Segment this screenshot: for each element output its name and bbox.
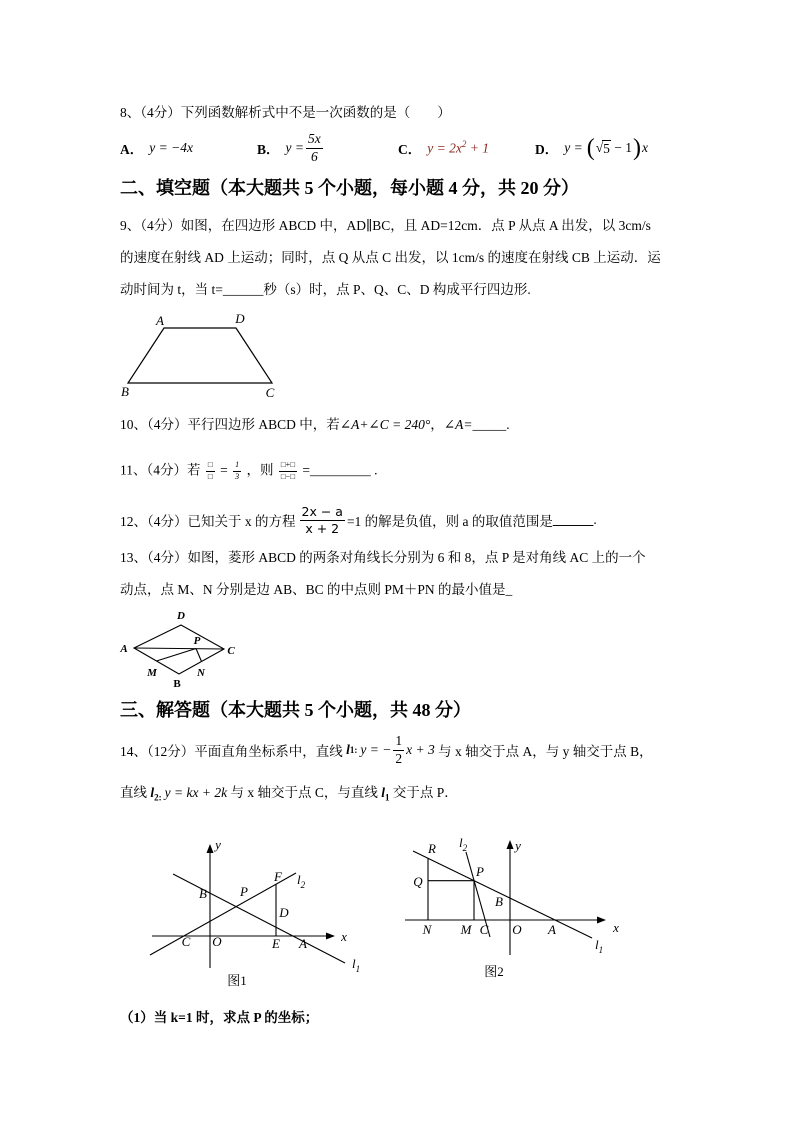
option-label: D． [535, 142, 559, 157]
option-label: B． [257, 142, 280, 157]
label-p: P [476, 864, 484, 879]
figure-1 [150, 837, 360, 988]
fraction-denominator: 3 [235, 471, 240, 481]
label-p: P [240, 884, 248, 899]
sqrt-sign: √ [595, 140, 604, 155]
fraction-numerator: 2x − a [301, 503, 343, 519]
label-c: C [227, 645, 235, 657]
q10-math-angles: ∠A+∠C = 240° [339, 417, 431, 432]
label-l2 [297, 872, 306, 890]
label-o: O [512, 922, 522, 937]
q8-option-b [257, 131, 325, 165]
line-l1-name: l [381, 785, 385, 800]
q14-line-2 [120, 784, 458, 807]
fraction [206, 461, 215, 482]
q9-line-2: 的速度在射线 AD 上运动；同时，点 Q 从点 C 出发，以 1cm/s 的速度在射线 CB 上运动．运 [120, 250, 661, 265]
label-q: Q [413, 874, 423, 889]
q12-blank: ______ [552, 512, 594, 527]
label-l1-main: l [351, 956, 356, 971]
q14-part-1: （1）当 k=1 时，求点 P 的坐标； [120, 1010, 319, 1025]
fraction-numerator: □+□ [279, 461, 297, 472]
diagonal-ac [134, 648, 224, 649]
q13-line-2: 动点，点 M、N 分别是边 AB、BC 的中点则 PM＋PN 的最小值是_ [120, 582, 513, 597]
label-l2-subscript: 2 [462, 843, 468, 853]
label-l2-main: l [458, 835, 463, 850]
fraction-denominator: □−□ [280, 471, 296, 481]
q11-end: . [370, 462, 378, 478]
fraction-denominator: x + 2 [305, 520, 340, 536]
label-y: y [215, 837, 221, 852]
line-l2-name: l [150, 785, 155, 800]
q13-line-1: 13、（4分）如图，菱形 ABCD 的两条对角线长分别为 6 和 8，点 P 是对角线 AC 上的一个 [120, 550, 646, 565]
fraction [233, 461, 241, 482]
q14-line2-end: 交于点 P． [389, 785, 458, 800]
label-l1-subscript: 1 [355, 964, 361, 974]
q14-line2-text: 直线 [120, 785, 151, 800]
q13-rhombus-figure [110, 605, 250, 695]
q12-text: 12、（4分）已知关于 x 的方程 [120, 514, 296, 529]
segment-pm [157, 649, 197, 662]
label-l1 [595, 937, 603, 955]
q10 [120, 416, 510, 434]
label-o: O [212, 934, 222, 949]
q9-line-3: 动时间为 t，当 t=______秒（s）时，点 P、Q、C、D 构成平行四边形. [120, 282, 531, 297]
q11-text: 11、（4分）若 [120, 462, 201, 478]
label-l2-subscript: 2 [300, 880, 306, 890]
expression-exponent: 2 [461, 139, 467, 150]
label-r: R [428, 841, 436, 856]
q14-expr-end: x + 3 [406, 742, 435, 757]
q14-expr-start: y = − [360, 742, 392, 757]
expression-tail: + 1 [466, 140, 489, 156]
label-m: M [460, 922, 472, 937]
label-b: B [495, 894, 503, 909]
fraction [300, 505, 345, 536]
line-l2-subscript: 2: [154, 792, 162, 803]
option-lhs: y = [564, 140, 583, 155]
label-e: E [272, 936, 280, 951]
q11-mid: ，则 [246, 462, 274, 478]
q14-line2-text-post: 与 x 轴交于点 C，与直线 [227, 785, 382, 800]
line-l1-subscript: 1 [384, 792, 390, 803]
q14-line2-expr: y = kx + 2k [164, 785, 228, 800]
y-axis-arrow [207, 844, 214, 853]
q12-end: . [593, 512, 597, 527]
label-c: C [479, 922, 489, 937]
fraction [306, 132, 323, 165]
label-d: D [177, 610, 185, 622]
q10-text: 10、（4分）平行四边形 ABCD 中，若 [120, 417, 340, 432]
option-expression [427, 139, 489, 157]
label-d: D [279, 905, 289, 920]
q10-math-angle-a: ∠A= [443, 417, 473, 432]
fraction [393, 734, 404, 767]
fraction-numerator: 5x [306, 132, 323, 149]
q11 [120, 461, 378, 482]
label-c: C [181, 934, 191, 949]
sqrt-radicand: 5 [603, 140, 610, 156]
label-c: C [265, 385, 275, 400]
label-a: A [120, 643, 128, 655]
label-m: M [147, 667, 157, 679]
fraction-denominator: 6 [311, 148, 318, 164]
label-n: N [197, 667, 205, 679]
fraction-numerator: □ [206, 461, 215, 472]
figure-1-caption: 图1 [227, 973, 247, 988]
q10-blank: _____ [472, 417, 507, 432]
q14-figures [140, 830, 630, 990]
label-x: x [341, 929, 347, 944]
right-paren: ) [633, 135, 642, 161]
section-3-heading: 三、解答题（本大题共 5 个小题，共 48 分） [120, 700, 471, 720]
equals-sign: = [220, 462, 228, 478]
trapezoid-abcd [128, 328, 272, 383]
q14-text: 14、（12分）平面直角坐标系中，直线 [120, 744, 347, 759]
q10-end: . [506, 417, 510, 432]
option-expression: y = −4x [149, 140, 193, 155]
label-y: y [515, 838, 521, 853]
q9-trapezoid-figure [110, 305, 290, 405]
fraction-numerator: 1 [393, 734, 404, 751]
label-a: A [548, 922, 556, 937]
label-l1-subscript: 1 [598, 945, 604, 955]
q14-text-post: 与 x 轴交于点 A，与 y 轴交于点 B， [434, 744, 653, 759]
label-b: B [173, 678, 181, 690]
line-l1-subscript: 1: [349, 745, 358, 755]
label-n: N [422, 922, 432, 937]
label-l2 [459, 835, 468, 853]
fraction-numerator: 1 [233, 461, 241, 472]
q11-blank: _________ [310, 462, 371, 478]
label-l1-main: l [594, 937, 599, 952]
segment-pn [196, 649, 202, 662]
q8-option-a [120, 131, 193, 165]
label-x: x [613, 920, 619, 935]
left-paren: ( [586, 135, 595, 161]
label-l2-main: l [296, 872, 301, 887]
label-b: B [121, 384, 129, 399]
expression-var: x [642, 140, 649, 155]
label-b: B [199, 886, 207, 901]
q8-option-c [398, 131, 489, 165]
option-label: A． [120, 142, 144, 157]
figure-2 [405, 835, 619, 979]
label-a: A [299, 936, 307, 951]
fraction-denominator: □ [207, 471, 213, 481]
label-p: P [193, 635, 201, 647]
figure-2-caption: 图2 [484, 964, 504, 979]
label-l1 [352, 956, 360, 974]
fraction [279, 461, 297, 482]
q14-line-1 [120, 733, 653, 767]
q8-option-d [535, 131, 648, 165]
x-axis-arrow [597, 917, 606, 924]
q9-line-1: 9、（4分）如图，在四边形 ABCD 中，AD∥BC，且 AD=12cm．点 P 从点 A 出发，以 3cm/s [120, 218, 651, 233]
q10-separator: ， [430, 417, 444, 432]
label-f: F [274, 869, 282, 884]
x-axis-arrow [326, 933, 335, 940]
equals-sign: = [302, 462, 311, 478]
label-d: D [235, 311, 245, 326]
line-l1-name: l [346, 742, 350, 757]
expression-base: y = 2x [427, 140, 462, 156]
fraction-denominator: 2 [395, 750, 403, 766]
option-lhs: y = [285, 140, 304, 155]
label-a: A [156, 313, 164, 328]
q12-text-post: =1 的解是负值，则 a 的取值范围是 [346, 514, 553, 529]
section-2-heading: 二、填空题（本大题共 5 个小题，每小题 4 分，共 20 分） [120, 178, 579, 198]
option-label: C． [398, 142, 422, 157]
q8-stem: 8、（4分）下列函数解析式中不是一次函数的是（ ） [120, 105, 451, 120]
q12 [120, 503, 597, 537]
expression-mid: − 1 [610, 140, 633, 155]
y-axis-arrow [507, 840, 514, 849]
